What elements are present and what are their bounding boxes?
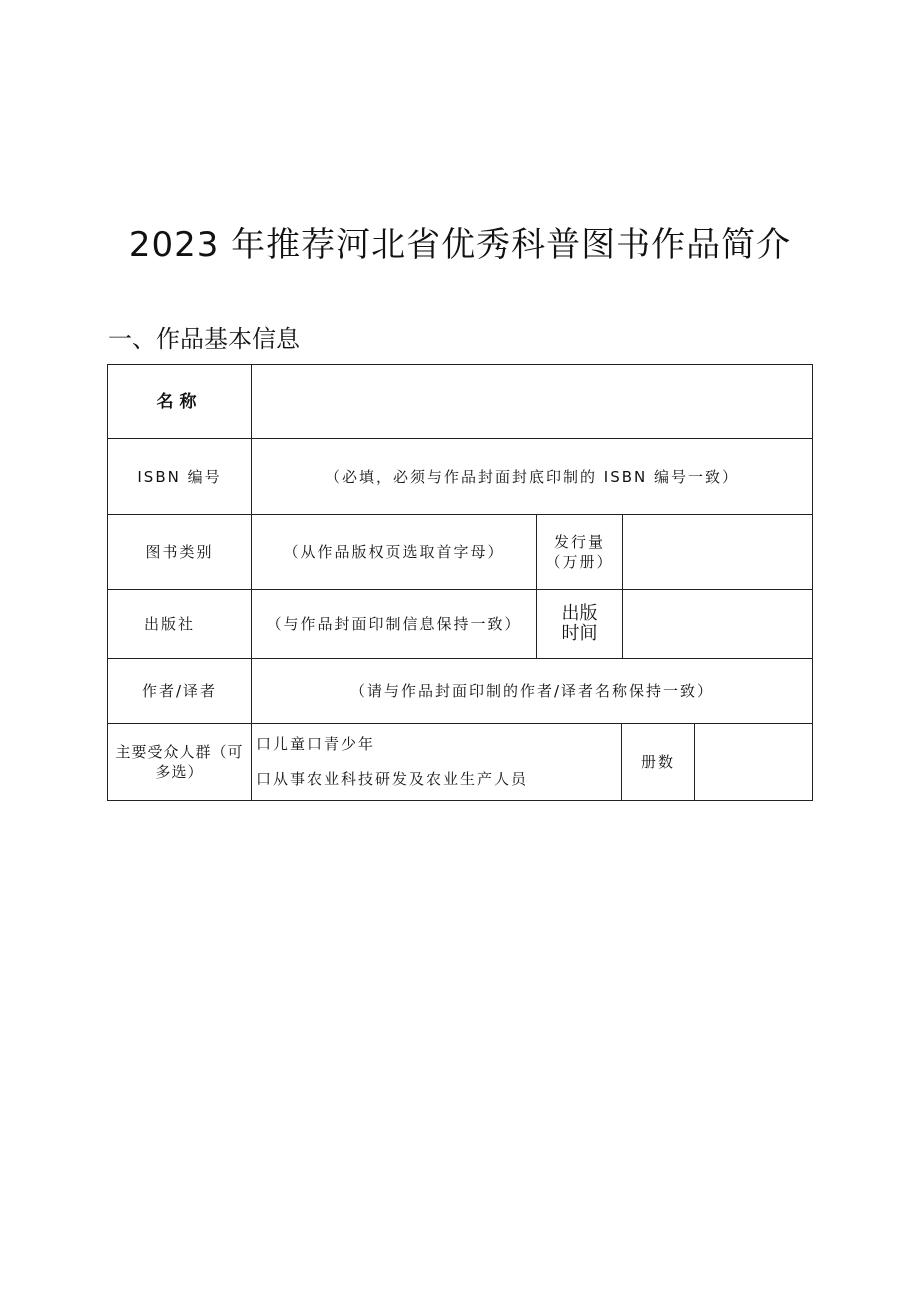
name-value-cell[interactable]: [252, 365, 812, 439]
audience-option-line2[interactable]: 口从事农业科技研发及农业生产人员: [256, 770, 529, 788]
audience-label: [108, 724, 252, 800]
category-label: 图书类别: [108, 515, 252, 590]
category-value-cell[interactable]: （从作品版权页选取首字母）: [252, 515, 537, 590]
circulation-label-line2: （万册）: [545, 553, 614, 571]
isbn-value-cell[interactable]: （必填，必须与作品封面封底印制的 ISBN 编号一致）: [252, 439, 812, 515]
audience-options-cell[interactable]: [252, 724, 622, 800]
isbn-label: ISBN 编号: [108, 439, 252, 515]
page-title: 2023 年推荐河北省优秀科普图书作品简介: [128, 225, 792, 265]
pub-time-value-cell[interactable]: [623, 590, 812, 659]
publisher-label: 出版社: [108, 590, 252, 659]
pub-time-label: [537, 590, 623, 659]
circulation-label-line1: 发行量: [553, 533, 605, 551]
audience-label-line2: 多选）: [155, 763, 204, 781]
author-label: 作者/译者: [108, 659, 252, 724]
volumes-label: 册数: [622, 724, 695, 800]
audience-option-line1[interactable]: 口儿童口青少年: [256, 735, 376, 753]
audience-label-line1: 主要受众人群（可: [115, 743, 244, 761]
circulation-label: [537, 515, 623, 590]
basic-info-table: [107, 364, 813, 801]
section-heading: 一、作品基本信息: [108, 325, 300, 353]
name-label: 名称: [108, 365, 252, 439]
publisher-value-cell[interactable]: （与作品封面印制信息保持一致）: [252, 590, 537, 659]
author-value-cell[interactable]: （请与作品封面印制的作者/译者名称保持一致）: [252, 659, 812, 724]
pub-time-label-line1: 出版: [561, 603, 598, 624]
pub-time-label-line2: 时间: [561, 623, 598, 644]
circulation-value-cell[interactable]: [623, 515, 812, 590]
volumes-value-cell[interactable]: [695, 724, 812, 800]
